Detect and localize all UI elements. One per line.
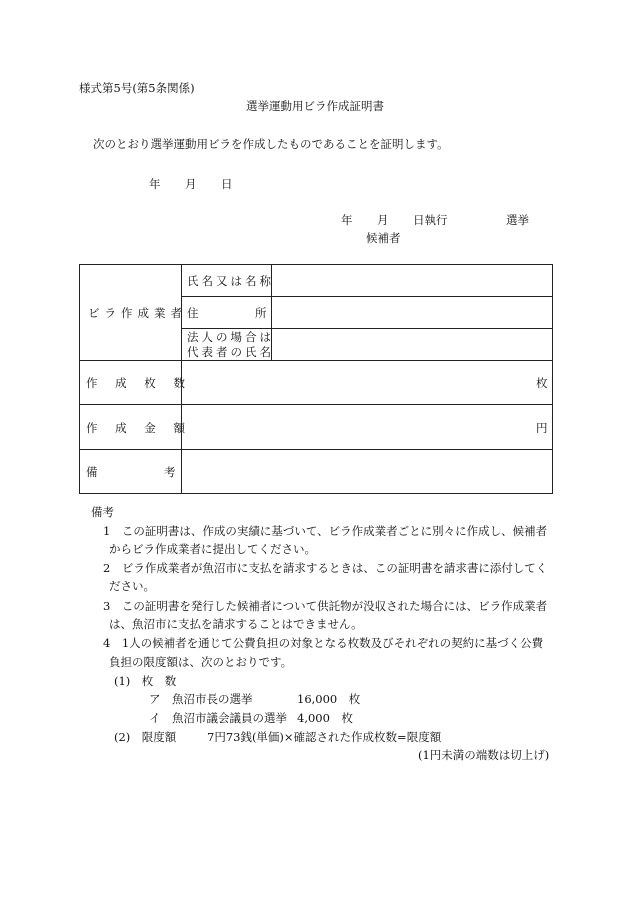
note-3-line-2: は、魚沼市に支払を請求することはできません。 (109, 617, 363, 631)
note-2-line-1: 2 ビラ作成業者が魚沼市に支払を請求するときは、この証明書を請求書に添付してく (103, 561, 548, 575)
date-month-label: 月 (185, 177, 197, 191)
sub2-formula: 7円73銭(単価)×確認された作成枚数=限度額 (207, 730, 442, 744)
address-label-start: 住 (187, 306, 199, 320)
amount-unit: 円 (536, 421, 548, 435)
table-divider (181, 296, 553, 297)
date-year-label: 年 (149, 177, 161, 191)
corp-label-line1: 法人の場合は (187, 330, 274, 344)
election-month-label: 月 (377, 213, 389, 227)
sub1-a-name: ア 魚沼市長の選挙 (149, 692, 253, 706)
name-label: 氏名又は名称 (187, 274, 274, 288)
table-divider (80, 404, 552, 405)
address-label-end: 所 (255, 306, 267, 320)
corp-label-line2: 代表者の氏名 (187, 345, 274, 359)
date-day-label: 日 (221, 177, 233, 191)
notes-heading: 備考 (91, 505, 114, 519)
amount-label: 作 成 金 額 (86, 421, 185, 435)
sub1-label: (1) 枚 数 (114, 674, 177, 688)
table-divider (80, 449, 552, 450)
document-title: 選挙運動用ビラ作成証明書 (246, 99, 384, 113)
note-2-line-2: ださい。 (109, 579, 155, 593)
note-4-line-2: 負担の限度額は、次のとおりです。 (109, 655, 293, 669)
remarks-label-end: 考 (164, 465, 176, 479)
count-unit: 枚 (536, 376, 548, 390)
election-label: 選挙 (506, 213, 529, 227)
note-1-line-1: 1 この証明書は、作成の実績に基づいて、ビラ作成業者ごとに別々に作成し、候補者 (103, 524, 548, 538)
sub1-b-name: イ 魚沼市議会議員の選挙 (149, 711, 287, 725)
count-label: 作 成 枚 数 (86, 376, 185, 390)
sub2-label: (2) 限度額 (114, 730, 177, 744)
remarks-label-start: 備 (86, 465, 98, 479)
table-divider (80, 360, 552, 361)
election-day-exec-label: 日執行 (413, 213, 448, 227)
certification-statement: 次のとおり選挙運動用ビラを作成したものであることを証明します。 (93, 137, 449, 151)
sub1-b-value: 4,000 枚 (297, 711, 353, 725)
note-1-line-2: からビラ作成業者に提出してください。 (109, 542, 316, 556)
note-3-line-1: 3 この証明書を発行した候補者について供託物が没収された場合には、ビラ作成業者 (103, 599, 548, 613)
note-4-line-1: 4 1人の候補者を通じて公費負担の対象となる枚数及びそれぞれの契約に基づく公費 (103, 636, 544, 650)
sub1-a-value: 16,000 枚 (297, 692, 361, 706)
certificate-table (79, 264, 553, 494)
form-number: 様式第5号(第5条関係) (79, 81, 195, 95)
sub2-footnote: (1円未満の端数は切上げ) (418, 748, 550, 762)
candidate-label: 候補者 (366, 231, 401, 245)
election-year-label: 年 (341, 213, 353, 227)
vendor-group-label: ビラ作成業者 (88, 306, 187, 320)
